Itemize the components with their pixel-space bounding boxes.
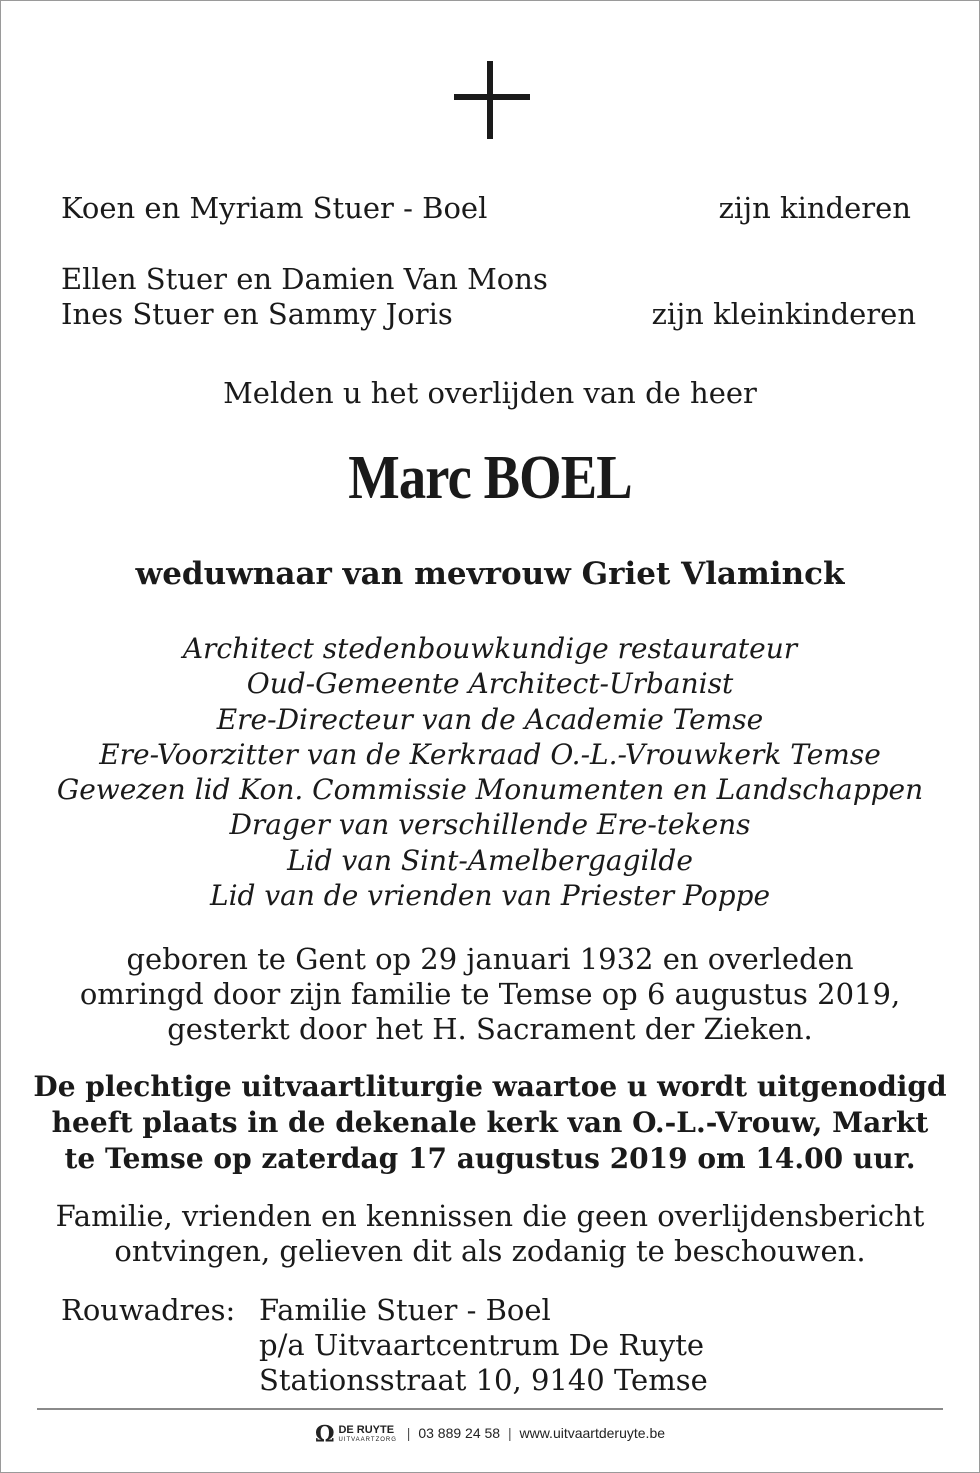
address-line: Stationsstraat 10, 9140 Temse <box>259 1363 708 1397</box>
funeral-line: De plechtige uitvaartliturgie waartoe u wordt uitgenodigd <box>33 1070 947 1103</box>
life-line: geboren te Gent op 29 januari 1932 en overleden <box>126 942 854 976</box>
omega-logo-icon: Ω <box>314 1421 335 1448</box>
phone-number: 03 889 24 58 <box>418 1425 501 1441</box>
funeral-block <box>1 1069 979 1177</box>
footer <box>1 1421 979 1446</box>
divider <box>37 1408 943 1410</box>
brand-name: DE RUYTE <box>338 1423 395 1436</box>
announcement: Melden u het overlijden van de heer <box>223 376 757 410</box>
address-line: Familie Stuer - Boel <box>259 1293 551 1327</box>
notice-line: Familie, vrienden en kennissen die geen overlijdensbericht <box>55 1199 925 1233</box>
title-line: Lid van de vrienden van Priester Poppe <box>209 879 771 913</box>
separator: | <box>406 1425 411 1441</box>
life-block <box>1 942 979 1047</box>
brand-logo <box>338 1425 396 1444</box>
title-line: Ere-Directeur van de Academie Temse <box>216 702 764 736</box>
grandchildren-role: zijn kleinkinderen <box>651 297 916 331</box>
grandchildren-line-1: Ellen Stuer en Damien Van Mons <box>61 262 548 296</box>
grandchildren-line-2: Ines Stuer en Sammy Joris <box>61 297 453 331</box>
title-line: Drager van verschillende Ere-tekens <box>229 808 751 842</box>
title-line: Gewezen lid Kon. Commissie Monumenten en Landschappen <box>56 773 924 807</box>
address-block <box>259 1293 708 1398</box>
brand-subtitle: UITVAARTZORG <box>338 1436 397 1443</box>
life-line: omringd door zijn familie te Temse op 6 augustus 2019, <box>79 977 901 1011</box>
funeral-line: te Temse op zaterdag 17 augustus 2019 om 14.00 uur. <box>64 1142 916 1175</box>
deceased-name-wrap <box>1 443 979 513</box>
address-line: p/a Uitvaartcentrum De Ruyte <box>259 1328 705 1362</box>
notice-line: ontvingen, gelieven dit als zodanig te beschouwen. <box>114 1234 866 1268</box>
titles-block <box>1 631 979 913</box>
notice-block <box>1 1199 979 1269</box>
cross-icon <box>454 61 530 139</box>
address-label: Rouwadres: <box>61 1293 236 1327</box>
children-names: Koen en Myriam Stuer - Boel <box>61 191 488 225</box>
deceased-name: Marc BOEL <box>348 444 632 512</box>
separator: | <box>507 1425 512 1441</box>
life-line: gesterkt door het H. Sacrament der Zieken. <box>167 1012 813 1046</box>
website-link[interactable]: www.uitvaartderuyte.be <box>519 1425 666 1441</box>
title-line: Architect stedenbouwkundige restaurateur <box>182 632 798 665</box>
title-line: Ere-Voorzitter van de Kerkraad O.-L.-Vrouwkerk Temse <box>99 737 881 771</box>
children-role: zijn kinderen <box>718 191 911 225</box>
title-line: Oud-Gemeente Architect-Urbanist <box>246 667 734 701</box>
widower-line: weduwnaar van mevrouw Griet Vlaminck <box>135 556 845 592</box>
funeral-line: heeft plaats in de dekenale kerk van O.-L.-Vrouw, Markt <box>51 1106 929 1139</box>
title-line: Lid van Sint-Amelbergagilde <box>287 843 693 877</box>
